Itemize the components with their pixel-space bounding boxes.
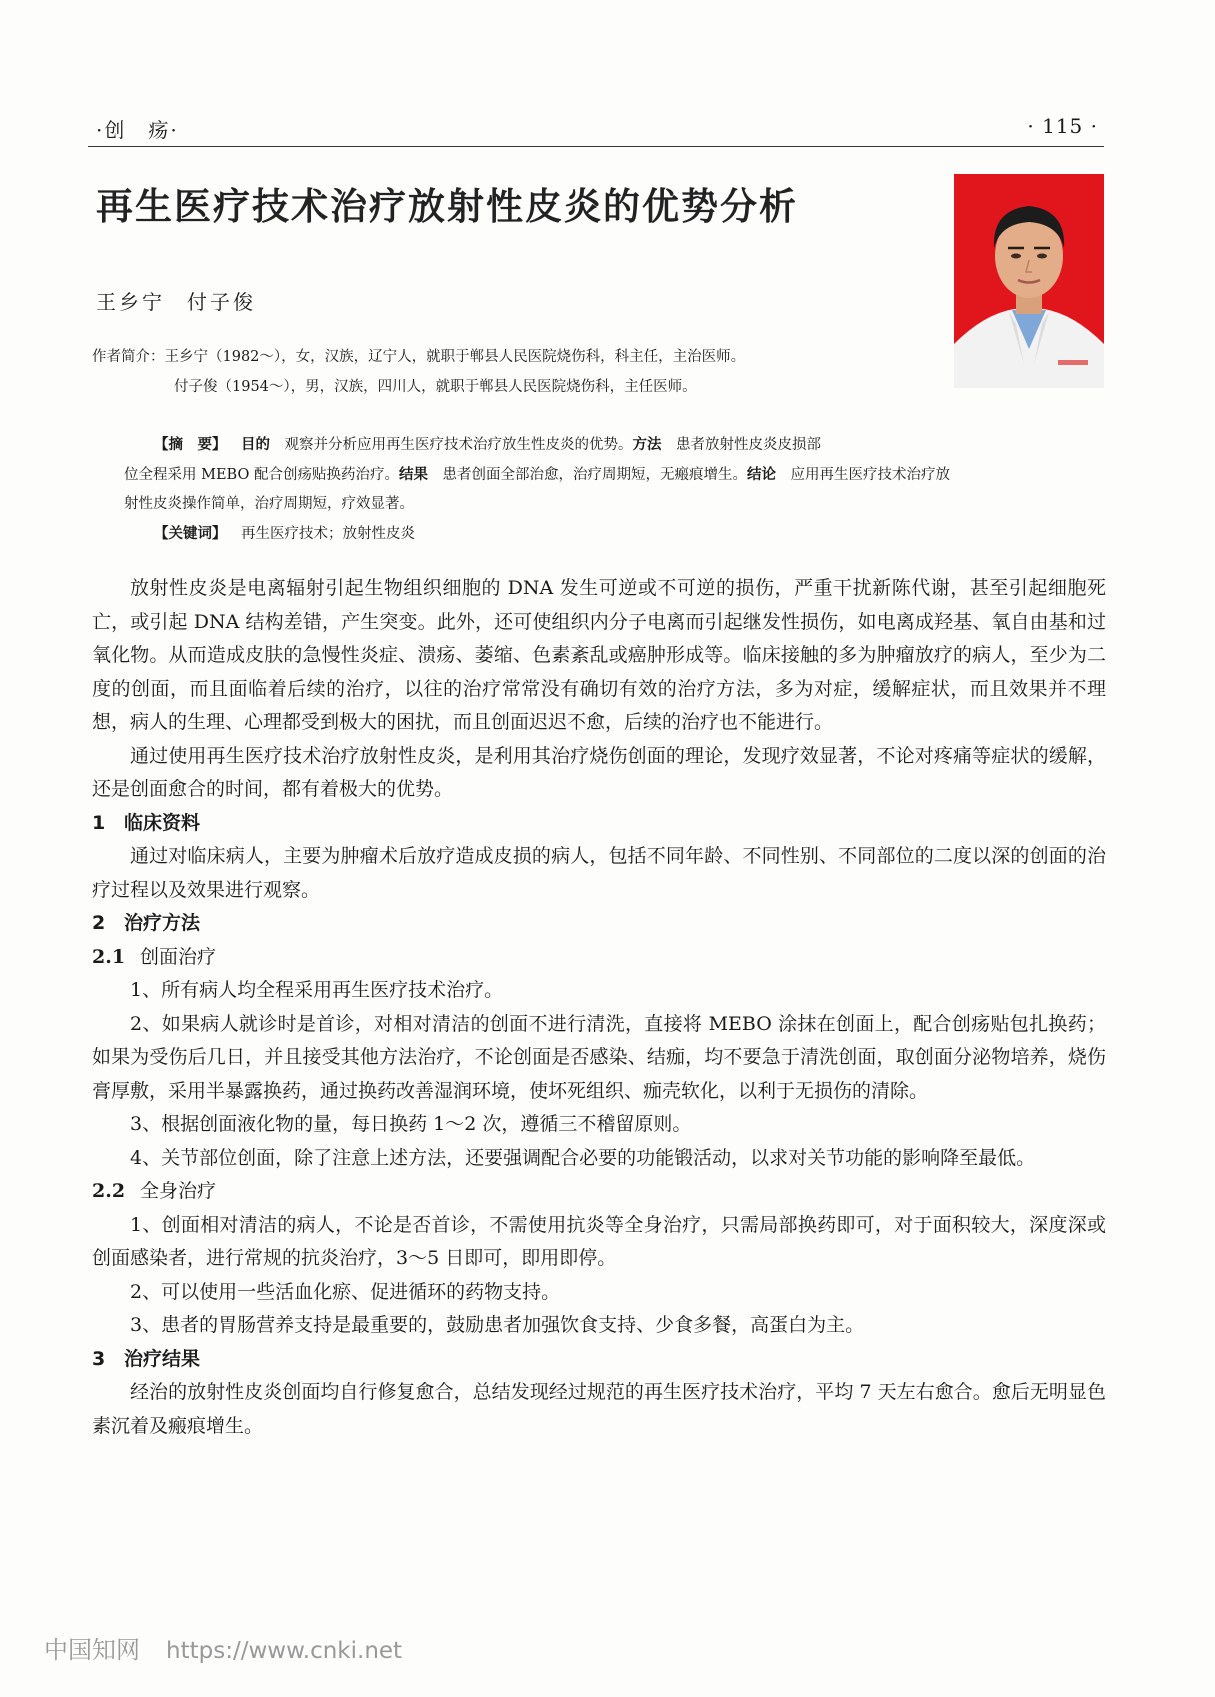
result-text: 患者创面全部治愈，治疗周期短，无瘢痕增生。 [442, 467, 747, 483]
author-name: 付子俊 [187, 290, 256, 314]
cnki-watermark [44, 1630, 402, 1665]
paragraph: 放射性皮炎是电离辐射引起生物组织细胞的 DNA 发生可逆或不可逆的损伤，严重干扰新陈代谢，甚至引起细胞死亡，或引起 DNA 结构差错，产生突变。此外，还可使组织内分子电离而引起继发性损伤，如电离成羟基、氧自由基和过氧化物。从而造成皮肤的急慢性炎症、溃疡、萎缩、色素紊乱或癌肿形成等。临床接触的多为肿瘤放疗的病人，至少为二度的创面，而且面临着后续的治疗，以往的治疗常常没有确切有效的治疗方法，多为对症，缓解症状，而且效果并不理想，病人的生理、心理都受到极大的困扰，而且创面迟迟不愈，后续的治疗也不能进行。 [92, 577, 1106, 733]
purpose-text: 观察并分析应用再生医疗技术治疗放生性皮炎的优势。 [284, 437, 633, 453]
article-title: 再生医疗技术治疗放射性皮炎的优势分析 [96, 184, 798, 228]
portrait-image [954, 174, 1104, 388]
section-heading: 2 治疗方法 [92, 912, 201, 934]
method-text: 患者放射性皮炎皮损部 [676, 437, 821, 453]
conclusion-label: 结论 [746, 466, 776, 483]
subsection-heading: 2.1 创面治疗 [92, 945, 217, 968]
author-list [96, 286, 256, 315]
author-photo [954, 174, 1104, 388]
page-number: · 115 · [1027, 114, 1098, 138]
conclusion-text: 射性皮炎操作简单，治疗周期短，疗效显著。 [124, 496, 414, 512]
paragraph: 经治的放射性皮炎创面均自行修复愈合，总结发现经过规范的再生医疗技术治疗，平均 7 天左右愈合。愈后无明显色素沉着及瘢痕增生。 [92, 1381, 1106, 1437]
list-item: 2、可以使用一些活血化瘀、促进循环的药物支持。 [130, 1280, 561, 1303]
abstract-label: 【摘 要】 [154, 436, 227, 453]
keywords-label: 【关键词】 [154, 525, 227, 542]
subsection-heading: 2.2 全身治疗 [92, 1180, 217, 1202]
author-name: 王乡宁 [96, 290, 165, 314]
method-text: 位全程采用 MEBO 配合创疡贴换药治疗。 [124, 467, 399, 483]
bio-line: 王乡宁（1982～），女，汉族，辽宁人，就职于郸县人民医院烧伤科，科主任，主治医师。 [164, 349, 746, 365]
paragraph: 通过对临床病人，主要为肿瘤术后放疗造成皮损的病人，包括不同年龄、不同性别、不同部位的二度以深的创面的治疗过程以及效果进行观察。 [92, 845, 1106, 901]
article-body [92, 572, 1106, 1443]
list-item: 4、关节部位创面，除了注意上述方法，还要强调配合必要的功能锻活动，以求对关节功能的影响降至最低。 [130, 1146, 1036, 1169]
method-label: 方法 [632, 436, 662, 453]
watermark-brand: 中国知网 [44, 1636, 140, 1664]
journal-section: ·创 疡· [96, 118, 179, 142]
keywords: 再生医疗技术；放射性皮炎 [241, 526, 415, 542]
conclusion-text: 应用再生医疗技术治疗放 [790, 467, 950, 483]
watermark-url: https://www.cnki.net [166, 1638, 403, 1664]
abstract [124, 430, 1079, 549]
author-bio [92, 342, 745, 402]
paragraph: 通过使用再生医疗技术治疗放射性皮炎，是利用其治疗烧伤创面的理论，发现疗效显著，不论对疼痛等症状的缓解，还是创面愈合的时间，都有着极大的优势。 [92, 744, 1106, 800]
list-item: 3、根据创面液化物的量，每日换药 1～2 次，遵循三不稽留原则。 [130, 1113, 692, 1135]
bio-line: 付子俊（1954～），男，汉族，四川人，就职于郸县人民医院烧伤科，主任医师。 [174, 379, 697, 395]
list-item: 1、创面相对清洁的病人，不论是否首诊，不需使用抗炎等全身治疗，只需局部换药即可，对于面积较大，深度深或创面感染者，进行常规的抗炎治疗，3～5 日即可，即用即停。 [92, 1213, 1106, 1269]
result-label: 结果 [398, 466, 428, 483]
list-item: 3、患者的胃肠营养支持是最重要的，鼓励患者加强饮食支持、少食多餐，高蛋白为主。 [130, 1314, 865, 1336]
section-heading: 1 临床资料 [92, 811, 201, 834]
bio-label: 作者简介： [92, 349, 165, 365]
purpose-label: 目的 [241, 436, 270, 453]
section-heading: 3 治疗结果 [92, 1347, 201, 1370]
running-header [88, 112, 1104, 147]
list-item: 1、所有病人均全程采用再生医疗技术治疗。 [130, 979, 504, 1001]
list-item: 2、如果病人就诊时是首诊，对相对清洁的创面不进行清洗，直接将 MEBO 涂抹在创面上，配合创疡贴包扎换药；如果为受伤后几日，并且接受其他方法治疗，不论创面是否感染、结痂，均不要急于清洗创面，取创面分泌物培养，烧伤膏厚敷，采用半暴露换药，通过换药改善湿润环境，使坏死组织、痂壳软化，以利于无损伤的清除。 [92, 1012, 1106, 1102]
